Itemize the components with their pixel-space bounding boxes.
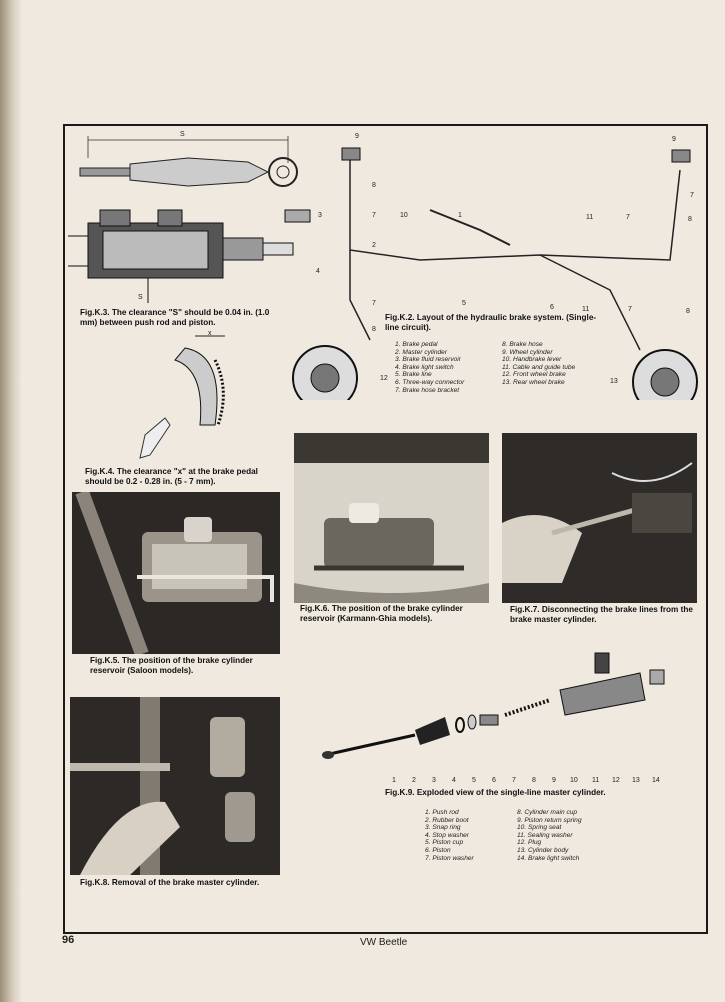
k2-callout-6: 6 [550, 304, 554, 311]
legend-item: 10. Handbrake lever [502, 356, 562, 364]
saloon-reservoir-photo [72, 492, 280, 654]
legend-item: 1. Push rod [425, 809, 459, 816]
k3-label-s-bottom: S [138, 294, 143, 301]
k2-callout-7d: 7 [690, 192, 694, 199]
legend-item: 2. Rubber boot [425, 816, 469, 824]
k2-callout-2: 2 [372, 242, 376, 249]
fig-k6-caption: Fig.K.6. The position of the brake cylinder reservoir (Karmann-Ghia models). [300, 604, 463, 623]
k9-num-8: 8 [532, 777, 536, 784]
legend-item: 13. Rear wheel brake [502, 378, 565, 386]
legend-item: 3. Brake fluid reservoir [395, 356, 461, 364]
legend-item: 11. Sealing washer [517, 831, 573, 839]
legend-item: 4. Stop washer [425, 831, 469, 839]
legend-item: 7. Piston washer [425, 854, 474, 862]
legend-item: 12. Front wheel brake [502, 371, 566, 379]
fig-k7-caption: Fig.K.7. Disconnecting the brake lines from the brake master cylinder. [510, 605, 693, 624]
legend-item: 9. Wheel cylinder [502, 348, 553, 356]
legend-item: 4. Brake light switch [395, 363, 454, 371]
k2-callout-1: 1 [458, 212, 462, 219]
k2-callout-13: 13 [610, 378, 618, 385]
k2-callout-7a: 7 [372, 212, 376, 219]
k2-callout-4: 4 [316, 268, 320, 275]
k9-num-12: 12 [612, 777, 620, 784]
k2-callout-11a: 11 [582, 306, 590, 313]
hydraulic-brake-layout-illustration [280, 130, 705, 400]
legend-item: 2. Master cylinder [395, 348, 448, 356]
k2-callout-8b: 8 [372, 326, 376, 333]
legend-item: 5. Brake line [395, 371, 432, 379]
exploded-master-cylinder-illustration [320, 645, 680, 790]
page-number: 96 [62, 934, 75, 946]
book-title: VW Beetle [360, 937, 408, 948]
k2-callout-10: 10 [400, 212, 408, 219]
fig-k8-caption: Fig.K.8. Removal of the brake master cylinder. [80, 878, 260, 887]
legend-item: 8. Cylinder main cup [517, 809, 578, 816]
disconnecting-brake-lines-photo [502, 433, 697, 603]
fig-k9-caption: Fig.K.9. Exploded view of the single-line master cylinder. [385, 788, 606, 797]
legend-item: 1. Brake pedal [395, 341, 438, 348]
fig-k5-photo [72, 492, 280, 654]
fig-k9-legend-left [425, 809, 474, 862]
legend-item: 5. Piston cup [425, 839, 464, 847]
legend-item: 6. Three-way connector [395, 378, 465, 386]
k9-num-1: 1 [392, 777, 396, 784]
k2-callout-8c: 8 [688, 216, 692, 223]
k9-num-9: 9 [552, 777, 556, 784]
master-cylinder-removal-photo [70, 697, 280, 875]
brake-pedal-illustration [130, 330, 250, 470]
k9-num-3: 3 [432, 777, 436, 784]
legend-item: 14. Brake light switch [517, 854, 580, 862]
legend-item: 7. Brake hose bracket [395, 386, 460, 394]
fig-k8-photo [70, 697, 280, 875]
k9-num-4: 4 [452, 777, 456, 784]
fig-k7-photo [502, 433, 697, 603]
k2-callout-7e: 7 [626, 214, 630, 221]
fig-k4-drawing [130, 330, 250, 470]
legend-item: 11. Cable and guide tube [502, 363, 576, 371]
fig-k9-legend-right [517, 809, 582, 862]
k9-num-14: 14 [652, 777, 660, 784]
k2-callout-3: 3 [318, 212, 322, 219]
legend-item: 10. Spring seat [517, 824, 562, 832]
k9-num-13: 13 [632, 777, 640, 784]
k4-label-x: x [208, 330, 212, 337]
fig-k9-drawing [320, 645, 680, 790]
k9-num-5: 5 [472, 777, 476, 784]
legend-item: 3. Snap ring [425, 824, 461, 832]
legend-item: 9. Piston return spring [517, 816, 582, 824]
karmann-ghia-reservoir-photo [294, 433, 489, 603]
fig-k3-caption: Fig.K.3. The clearance "S" should be 0.04 in. (1.0 mm) between push rod and piston. [80, 308, 270, 327]
legend-item: 13. Cylinder body [517, 846, 569, 854]
k9-num-11: 11 [592, 777, 600, 784]
fig-k3-drawing [68, 128, 298, 308]
legend-item: 6. Piston [425, 846, 451, 854]
book-spine [0, 0, 22, 1002]
k2-callout-7b: 7 [372, 300, 376, 307]
k2-callout-8a: 8 [372, 182, 376, 189]
fig-k5-caption: Fig.K.5. The position of the brake cylinder reservoir (Saloon models). [90, 656, 253, 675]
k2-callout-11b: 11 [586, 214, 594, 221]
fig-k2-legend-right [502, 341, 575, 387]
fig-k2-drawing [280, 130, 705, 400]
fig-k2-legend-left [395, 341, 464, 394]
k2-callout-8d: 8 [686, 308, 690, 315]
master-cylinder-illustration [68, 128, 298, 308]
legend-item: 12. Plug [517, 839, 542, 847]
fig-k2-caption: Fig.K.2. Layout of the hydraulic brake system. (Single-line circuit). [385, 313, 597, 332]
legend-item: 8. Brake hose [502, 341, 543, 348]
k9-num-10: 10 [570, 777, 578, 784]
k2-callout-9a: 9 [355, 133, 359, 140]
k2-callout-5: 5 [462, 300, 466, 307]
k3-label-s-top: S [180, 131, 185, 138]
k2-callout-12: 12 [380, 375, 388, 382]
k9-num-7: 7 [512, 777, 516, 784]
fig-k6-photo [294, 433, 489, 603]
k2-callout-7c: 7 [628, 306, 632, 313]
fig-k4-caption: Fig.K.4. The clearance "x" at the brake pedal should be 0.2 - 0.28 in. (5 - 7 mm). [85, 467, 258, 486]
k2-callout-9b: 9 [672, 136, 676, 143]
k9-num-6: 6 [492, 777, 496, 784]
k9-num-2: 2 [412, 777, 416, 784]
